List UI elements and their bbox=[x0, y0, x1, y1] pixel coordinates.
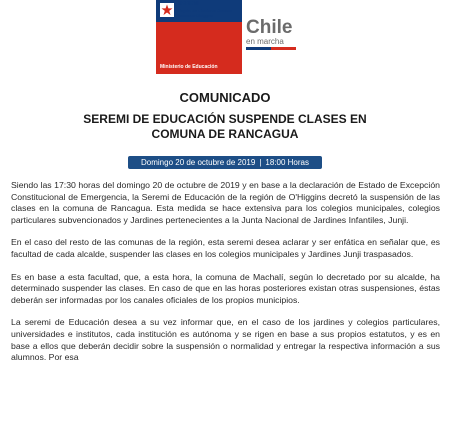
region-label: Región del Libertador General Bernardo O'Higgins bbox=[178, 8, 232, 18]
chile-en-marcha-logo bbox=[246, 18, 296, 50]
date-banner bbox=[128, 156, 322, 169]
headline bbox=[40, 112, 410, 142]
chile-flag-bar bbox=[246, 47, 296, 50]
time-text: 18:00 Horas bbox=[265, 158, 309, 167]
date-text: Domingo 20 de octubre de 2019 bbox=[141, 158, 256, 167]
paragraph: Es en base a esta facultad, que, a esta hora, la comuna de Machalí, según lo decretado por su alcalde, ha determinado suspender las clases. En caso de que en las horas posteriores existan otras suspensiones, éstas deberán ser informadas por los canales oficiales de los propios municipios. bbox=[11, 271, 440, 305]
logo-red-band bbox=[156, 22, 242, 74]
ministerio-label: Ministerio de Educación bbox=[160, 64, 218, 70]
headline-line-2: COMUNA DE RANCAGUA bbox=[151, 127, 299, 141]
document-title: COMUNICADO bbox=[179, 90, 271, 105]
paragraph: En el caso del resto de las comunas de la región, esta seremi desea aclarar y ser enfática en señalar que, es facultad de cada alcalde, suspender las clases en los colegios municipales y Jardines Junji traspasados. bbox=[11, 237, 440, 259]
chile-word: Chile bbox=[246, 17, 293, 38]
headline-line-1: SEREMI DE EDUCACIÓN SUSPENDE CLASES EN bbox=[83, 112, 367, 126]
date-separator: | bbox=[259, 158, 262, 167]
chile-tagline: en marcha bbox=[246, 37, 284, 46]
coat-of-arms-icon bbox=[160, 3, 174, 17]
seremi-label: SEREMI bbox=[178, 1, 200, 7]
paragraph: La seremi de Educación desea a su vez informar que, en el caso de los jardines y colegios particulares, universidades e institutos, cada institución es autónoma y se rigen en base a sus propios estatutos, y es en base a ellos que deberán decidir sobre la suspensión o normalidad y entregar la respectiva información a sus alumnos. Por esa bbox=[11, 317, 440, 363]
body-text bbox=[11, 180, 440, 375]
paragraph: Siendo las 17:30 horas del domingo 20 de octubre de 2019 y en base a la declaración de Estado de Excepción Constitucional de Emergencia, la Seremi de Educación de la región de O'Higgins decretó la suspensión de las clases en la comuna de Rancagua. Esta medida se hace extensiva para los colegios municipales, colegios particulares subvencionados y Jardines pertenecientes a la Junta Nacional de Jardines Infantiles, Junji. bbox=[11, 180, 440, 225]
